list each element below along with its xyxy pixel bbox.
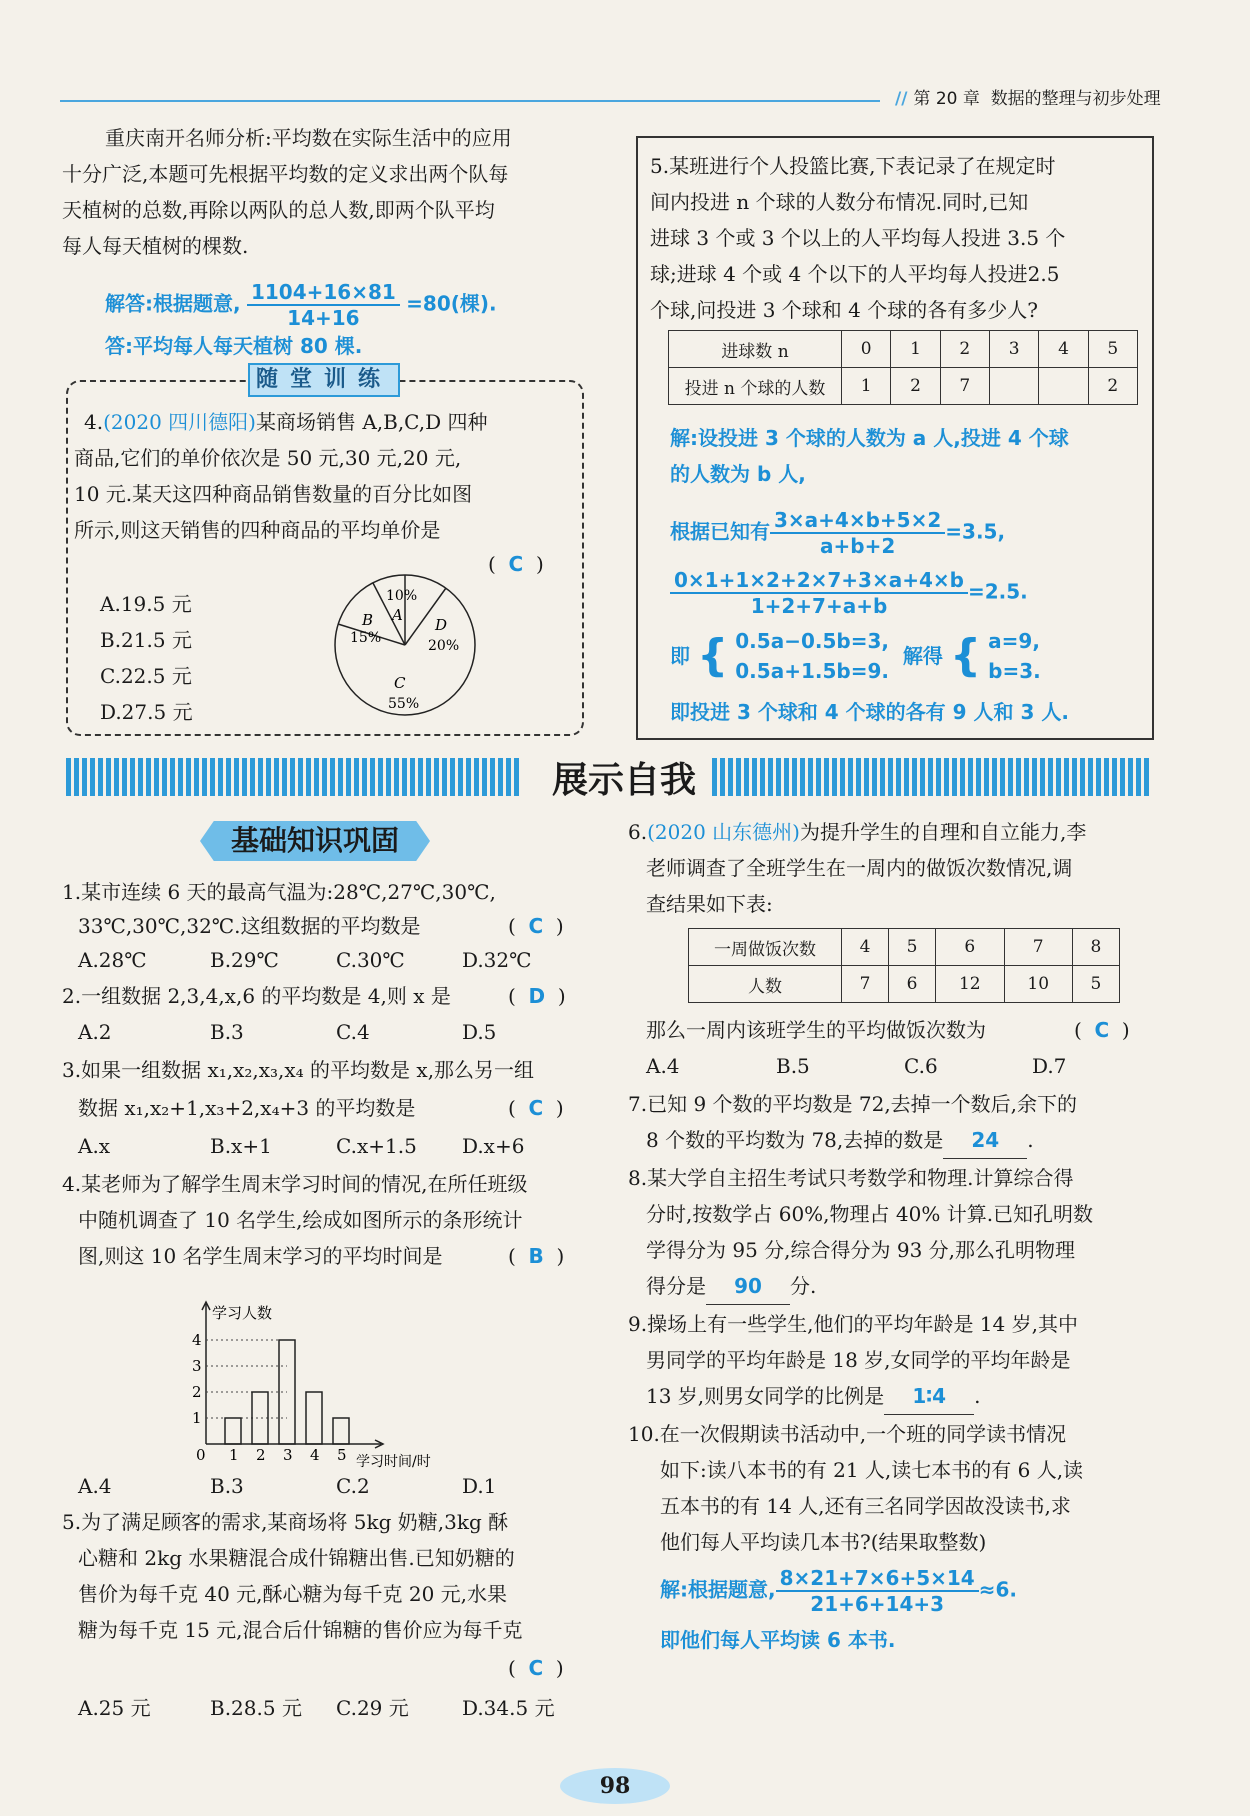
- rq6-opt-a: A.4: [646, 1054, 680, 1078]
- q5-line-2: 间内投进 n 个球的人数分布情况.同时,已知: [650, 190, 1029, 214]
- q6-table-row-1: 一周做饭次数 4 5 6 7 8: [689, 929, 1120, 966]
- q4-source: (2020 四川德阳): [103, 410, 256, 434]
- q8-answer: 90: [706, 1268, 790, 1305]
- q4-option-a: A.19.5 元: [100, 592, 192, 616]
- bar: [333, 1418, 349, 1444]
- q5-line-5: 个球,问投进 3 个球和 4 个球的各有多少人?: [650, 298, 1038, 322]
- banner-stripes-left: [66, 758, 521, 796]
- q5-line-1: 5.某班进行个人投篮比赛,下表记录了在规定时: [650, 154, 1056, 178]
- bar: [252, 1392, 268, 1444]
- rq6-question: 那么一周内该班学生的平均做饭次数为: [646, 1018, 986, 1042]
- y-tick-label: 3: [192, 1357, 202, 1375]
- lq1-opt-d: D.32℃: [462, 948, 532, 972]
- rq6-opt-b: B.5: [776, 1054, 810, 1078]
- x-tick-label: 4: [310, 1446, 320, 1464]
- y-tick-label: 1: [192, 1409, 202, 1427]
- lq3-opt-c: C.x+1.5: [336, 1134, 417, 1158]
- rq6-line-2: 老师调查了全班学生在一周内的做饭次数情况,调: [646, 856, 1073, 880]
- lq3-opt-b: B.x+1: [210, 1134, 272, 1158]
- lq4-opt-b: B.3: [210, 1474, 244, 1498]
- lq5-line-1: 5.为了满足顾客的需求,某商场将 5kg 奶糖,3kg 酥: [62, 1510, 509, 1534]
- q5-table: [668, 330, 1138, 405]
- lq4-line-3: 图,则这 10 名学生周末学习的平均时间是: [78, 1244, 443, 1268]
- rq6-line-1: 6.(2020 山东德州)为提升学生的自理和自立能力,李: [628, 820, 1087, 844]
- lq3-answer-paren: ( C ): [508, 1096, 564, 1120]
- q6-source: (2020 山东德州): [647, 820, 800, 844]
- rq8-line-4: 得分是 90 分.: [646, 1268, 816, 1305]
- lq1-answer-paren: ( C ): [508, 914, 564, 938]
- rq6-opt-d: D.7: [1032, 1054, 1067, 1078]
- q4-option-c: C.22.5 元: [100, 664, 192, 688]
- lq3-line-1: 3.如果一组数据 x₁,x₂,x₃,x₄ 的平均数是 x,那么另一组: [62, 1058, 535, 1082]
- lq4-answer-paren: ( B ): [508, 1244, 565, 1268]
- q4-line-2: 商品,它们的单价依次是 50 元,30 元,20 元,: [74, 446, 462, 470]
- rq6-answer-paren: ( C ): [1074, 1018, 1130, 1042]
- lq5-line-2: 心糖和 2kg 水果糖混合成什锦糖出售.已知奶糖的: [78, 1546, 515, 1570]
- q6-table: [688, 928, 1120, 1003]
- pie-label-d: D: [435, 616, 448, 634]
- rq9-line-1: 9.操场上有一些学生,他们的平均年龄是 14 岁,其中: [628, 1312, 1078, 1336]
- q5-table-row-2: 投进 n 个球的人数 1 2 7 2: [669, 368, 1138, 405]
- q4-line-3: 10 元.某天这四种商品销售数量的百分比如图: [74, 482, 473, 506]
- bar-chart: [170, 1276, 500, 1476]
- q5-line-3: 进球 3 个或 3 个以上的人平均每人投进 3.5 个: [650, 226, 1066, 250]
- q5-table-row-1: 进球数 n 0 1 2 3 4 5: [669, 331, 1138, 368]
- rq7-line-2: 8 个数的平均数为 78,去掉的数是 24 .: [646, 1122, 1034, 1159]
- lq5-opt-a: A.25 元: [78, 1696, 151, 1720]
- analysis-final-answer: 答:平均每人每天植树 80 棵.: [105, 334, 363, 358]
- q4-line-4: 所示,则这天销售的四种商品的平均单价是: [74, 518, 441, 542]
- rq8-line-2: 分时,按数学占 60%,物理占 40% 计算.已知孔明数: [646, 1202, 1094, 1226]
- q5-line-4: 球;进球 4 个或 4 个以下的人平均每人投进2.5: [650, 262, 1060, 286]
- q4-answer: C: [508, 552, 524, 576]
- pie-pct-c: 55%: [388, 696, 420, 712]
- rq10-line-3: 五本书的有 14 人,还有三名同学因故没读书,求: [660, 1494, 1071, 1518]
- lq5-line-3: 售价为每千克 40 元,酥心糖为每千克 20 元,水果: [78, 1582, 508, 1606]
- lq4-opt-c: C.2: [336, 1474, 370, 1498]
- q5-sol-1: 解:设投进 3 个球的人数为 a 人,投进 4 个球: [670, 426, 1069, 450]
- practice-tag: 随堂训练: [248, 363, 400, 397]
- rq10-final: 即他们每人平均读 6 本书.: [660, 1628, 896, 1652]
- q4-option-b: B.21.5 元: [100, 628, 192, 652]
- x-axis-label: 学习时间/时: [356, 1454, 431, 1470]
- pie-label-a: A: [392, 606, 403, 624]
- lq5-opt-c: C.29 元: [336, 1696, 409, 1720]
- banner-stripes-right: [712, 758, 1152, 796]
- analysis-line-4: 每人每天植树的棵数.: [62, 234, 249, 258]
- q6-table-row-2: 人数 7 6 12 10 5: [689, 966, 1120, 1003]
- bar-chart-plot: [192, 1302, 431, 1470]
- pie-pct-d: 20%: [428, 638, 460, 654]
- lq2-line: 2.一组数据 2,3,4,x,6 的平均数是 4,则 x 是: [62, 984, 451, 1008]
- bar: [306, 1392, 322, 1444]
- x-tick-label: 2: [256, 1446, 266, 1464]
- q5-sol-system: 即 { 0.5a−0.5b=3, 0.5a+1.5b=9. 解得 { a=9, b=3.: [670, 629, 1041, 683]
- analysis-line-2: 十分广泛,本题可先根据平均数的定义求出两个队每: [62, 162, 509, 186]
- lq1-opt-a: A.28℃: [78, 948, 147, 972]
- rq10-solution: 解:根据题意, $\frac{8\times 21+7\times 6+5\times 14}{21+6+14+3}$ ≈6.: [660, 1566, 1018, 1616]
- lq5-opt-d: D.34.5 元: [462, 1696, 555, 1720]
- analysis-answer: [105, 280, 497, 330]
- lq5-answer-paren: ( C ): [508, 1656, 564, 1680]
- lq2-opt-d: D.5: [462, 1020, 497, 1044]
- pie-chart: [330, 570, 480, 720]
- rq10-line-4: 他们每人平均读几本书?(结果取整数): [660, 1530, 987, 1554]
- chapter-number: 第 20 章: [913, 89, 980, 109]
- lq3-line-2: 数据 x₁,x₂+1,x₃+2,x₄+3 的平均数是: [78, 1096, 416, 1120]
- lq2-opt-b: B.3: [210, 1020, 244, 1044]
- origin-label: 0: [196, 1446, 206, 1464]
- lq5-opt-b: B.28.5 元: [210, 1696, 302, 1720]
- bar: [225, 1418, 241, 1444]
- banner-title: 展示自我: [551, 760, 696, 801]
- x-tick-label: 1: [229, 1446, 239, 1464]
- y-tick-label: 2: [192, 1383, 202, 1401]
- lq3-opt-d: D.x+6: [462, 1134, 525, 1158]
- rq7-line-1: 7.已知 9 个数的平均数是 72,去掉一个数后,余下的: [628, 1092, 1078, 1116]
- q9-answer: 1∶4: [884, 1378, 974, 1415]
- answer-result: =80(棵).: [406, 291, 497, 316]
- rq10-line-1: 10.在一次假期读书活动中,一个班的同学读书情况: [628, 1422, 1067, 1446]
- rq9-line-2: 男同学的平均年龄是 18 岁,女同学的平均年龄是: [646, 1348, 1071, 1372]
- lq2-answer-paren: ( D ): [508, 984, 566, 1008]
- analysis-line-3: 天植树的总数,再除以两队的总人数,即两个队平均: [62, 198, 495, 222]
- pie-pct-b: 15%: [350, 630, 382, 646]
- chapter-title: 数据的整理与初步处理: [990, 89, 1161, 109]
- pie-label-b: B: [362, 611, 374, 629]
- rq8-line-1: 8.某大学自主招生考试只考数学和物理.计算综合得: [628, 1166, 1074, 1190]
- lq1-line-2: 33℃,30℃,32℃.这组数据的平均数是: [78, 914, 421, 938]
- answer-fraction: $\frac{1104+16\times 81}{14+16}$: [247, 280, 400, 330]
- rq6-line-3: 查结果如下表:: [646, 892, 773, 916]
- q7-answer: 24: [943, 1122, 1027, 1159]
- pie-pct-a: 10%: [386, 588, 418, 604]
- q4-answer-paren: ( C ): [488, 552, 544, 576]
- page-number: 98: [560, 1768, 670, 1804]
- q5-sol-2: 的人数为 b 人,: [670, 462, 806, 486]
- rq10-line-2: 如下:读八本书的有 21 人,读七本书的有 6 人,读: [660, 1458, 1084, 1482]
- y-axis-label: 学习人数: [212, 1304, 273, 1322]
- y-tick-label: 4: [192, 1331, 202, 1349]
- lq1-opt-c: C.30℃: [336, 948, 405, 972]
- q5-sol-eq1: 根据已知有 $\frac{3\times a+4\times b+5\times 2}{a+b+2}$ =3.5,: [670, 508, 1006, 558]
- q5-sol-eq2: $\frac{0\times 1+1\times 2+2\times 7+3\times a+4\times b}{1+2+7+a+b}$ =2.5.: [670, 568, 1028, 618]
- x-tick-label: 5: [337, 1446, 347, 1464]
- header-rule: [60, 100, 880, 102]
- q4-option-d: D.27.5 元: [100, 700, 193, 724]
- lq5-line-4: 糖为每千克 15 元,混合后什锦糖的售价应为每千克: [78, 1618, 523, 1642]
- section-title: 基础知识巩固: [230, 824, 399, 857]
- lq1-line-1: 1.某市连续 6 天的最高气温为:28℃,27℃,30℃,: [62, 880, 496, 904]
- pie-label-c: C: [394, 674, 406, 692]
- chapter-header: // 第 20 章 数据的整理与初步处理: [895, 89, 1161, 109]
- analysis-line-1: 重庆南开名师分析:平均数在实际生活中的应用: [105, 126, 512, 150]
- q5-sol-final: 即投进 3 个球和 4 个球的各有 9 人和 3 人.: [670, 700, 1069, 724]
- rq9-line-3: 13 岁,则男女同学的比例是 1∶4 .: [646, 1378, 981, 1415]
- x-tick-label: 3: [283, 1446, 293, 1464]
- lq4-line-1: 4.某老师为了解学生周末学习时间的情况,在所任班级: [62, 1172, 528, 1196]
- lq4-opt-d: D.1: [462, 1474, 497, 1498]
- rq8-line-3: 学得分为 95 分,综合得分为 93 分,那么孔明物理: [646, 1238, 1076, 1262]
- answer-prefix: 解答:根据题意,: [105, 291, 241, 316]
- lq4-line-2: 中随机调查了 10 名学生,绘成如图所示的条形统计: [78, 1208, 523, 1232]
- lq3-opt-a: A.x: [78, 1134, 111, 1158]
- lq2-opt-c: C.4: [336, 1020, 370, 1044]
- rq6-opt-c: C.6: [904, 1054, 938, 1078]
- q4-line-1: 4.(2020 四川德阳)某商场销售 A,B,C,D 四种: [84, 410, 488, 434]
- lq2-opt-a: A.2: [78, 1020, 112, 1044]
- lq1-opt-b: B.29℃: [210, 948, 279, 972]
- lq4-opt-a: A.4: [78, 1474, 112, 1498]
